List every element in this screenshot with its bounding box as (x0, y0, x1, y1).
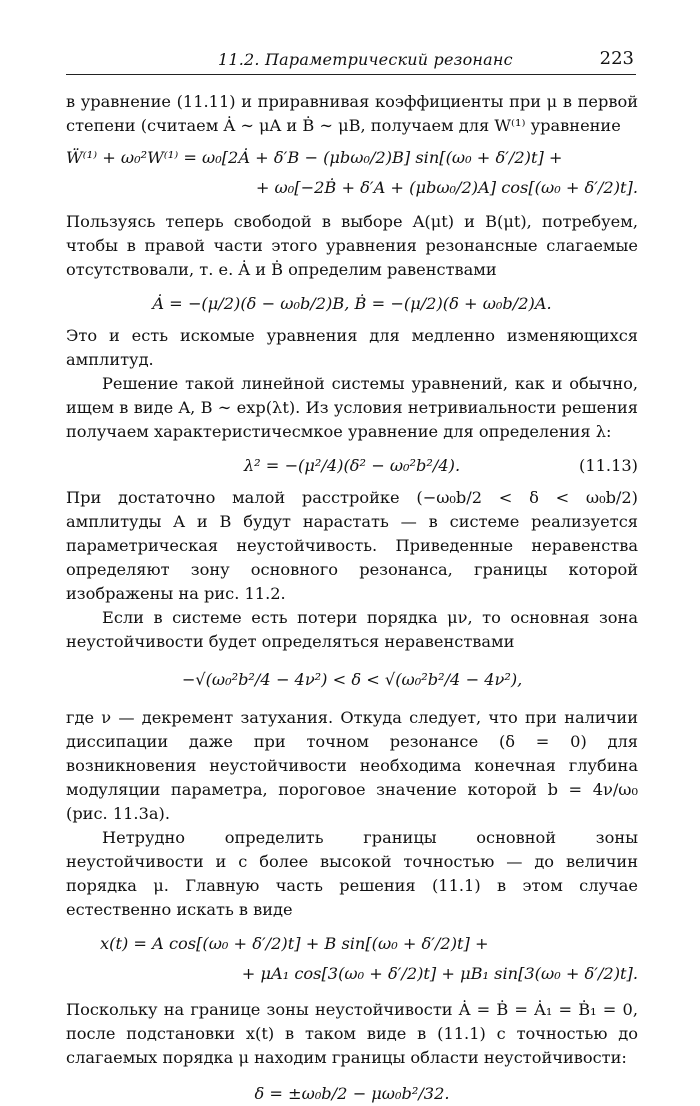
equation: −√(ω₀²b²/4 − 4ν²) < δ < √(ω₀²b²/4 − 4ν²), (181, 670, 523, 689)
numbered-equation (66, 454, 638, 478)
paragraph: Нетрудно определить границы основной зоны неустойчивости и с более высокой точностью — до величин порядка μ. Главную часть решения (11.1) в этом случае естественно искать в виде (66, 828, 638, 919)
equation-line: + ω₀[−2Ḃ + δ′A + (μbω₀/2)A] cos[(ω₀ + δ′/2)t]. (255, 178, 638, 197)
equation-line: + μA₁ cos[3(ω₀ + δ′/2)t] + μB₁ sin[3(ω₀ + δ′/2)t]. (241, 964, 638, 983)
equation-number: (11.13) (579, 456, 638, 475)
equation: Ȧ = −(μ/2)(δ − ω₀b/2)B, Ḃ = −(μ/2)(δ + ω₀b/2)A. (152, 294, 552, 313)
section-title: 11.2. Параметрический резонанс (218, 50, 513, 69)
page-number: 223 (599, 48, 634, 69)
equation-line: x(t) = A cos[(ω₀ + δ′/2)t] + B sin[(ω₀ + δ′/2)t] + (100, 934, 489, 953)
paragraph: в уравнение (11.11) и приравнивая коэффициенты при μ в первой степени (считаем Ȧ ∼ μA и Ḃ ∼ μB, получаем для W⁽¹⁾ уравнение (66, 92, 638, 135)
paragraph: Поскольку на границе зоны неустойчивости Ȧ = Ḃ = Ȧ₁ = Ḃ₁ = 0, после подстановки x(t) в таком виде в (11.1) с точностью до слагаемых порядка μ находим границы области неустойчивости: (66, 1000, 638, 1067)
paragraph: Пользуясь теперь свободой в выборе A(μt) и B(μt), потребуем, чтобы в правой части этого уравнения резонансные слагаемые отсутствовали, т. е. Ȧ и Ḃ определим равенствами (66, 212, 638, 279)
paragraph: При достаточно малой расстройке (−ω₀b/2 < δ < ω₀b/2) амплитуды A и B будут нарастать — в системе реализуется параметрическая неустойчивость. Приведенные неравенства определяют зону основного резонанса, границы которой изображены на рис. 11.2. (66, 488, 638, 603)
equation: λ² = −(μ²/4)(δ² − ω₀²b²/4). (243, 456, 461, 475)
equation: δ = ±ω₀b/2 − μω₀b²/32. (254, 1084, 450, 1103)
paragraph: Это и есть искомые уравнения для медленно изменяющихся амплитуд. (66, 326, 638, 369)
paragraph: где ν — декремент затухания. Откуда следует, что при наличии диссипации даже при точном резонансе (δ = 0) для возникновения неустойчивости необходима конечная глубина модуляции параметра, пороговое значение которой b = 4ν/ω₀ (рис. 11.3а). (66, 708, 638, 823)
paragraph: Решение такой линейной системы уравнений, как и обычно, ищем в виде A, B ∼ exp(λt). Из условия нетривиальности решения получаем характеристичесмкое уравнение для определения λ: (66, 374, 638, 441)
running-header (66, 46, 636, 75)
paragraph: Если в системе есть потери порядка μν, то основная зона неустойчивости будет определяться неравенствами (66, 608, 638, 651)
page-body (66, 90, 638, 1106)
equation-line: Ẅ⁽¹⁾ + ω₀²W⁽¹⁾ = ω₀[2Ȧ + δ′B − (μbω₀/2)B] sin[(ω₀ + δ′/2)t] + (66, 148, 563, 167)
